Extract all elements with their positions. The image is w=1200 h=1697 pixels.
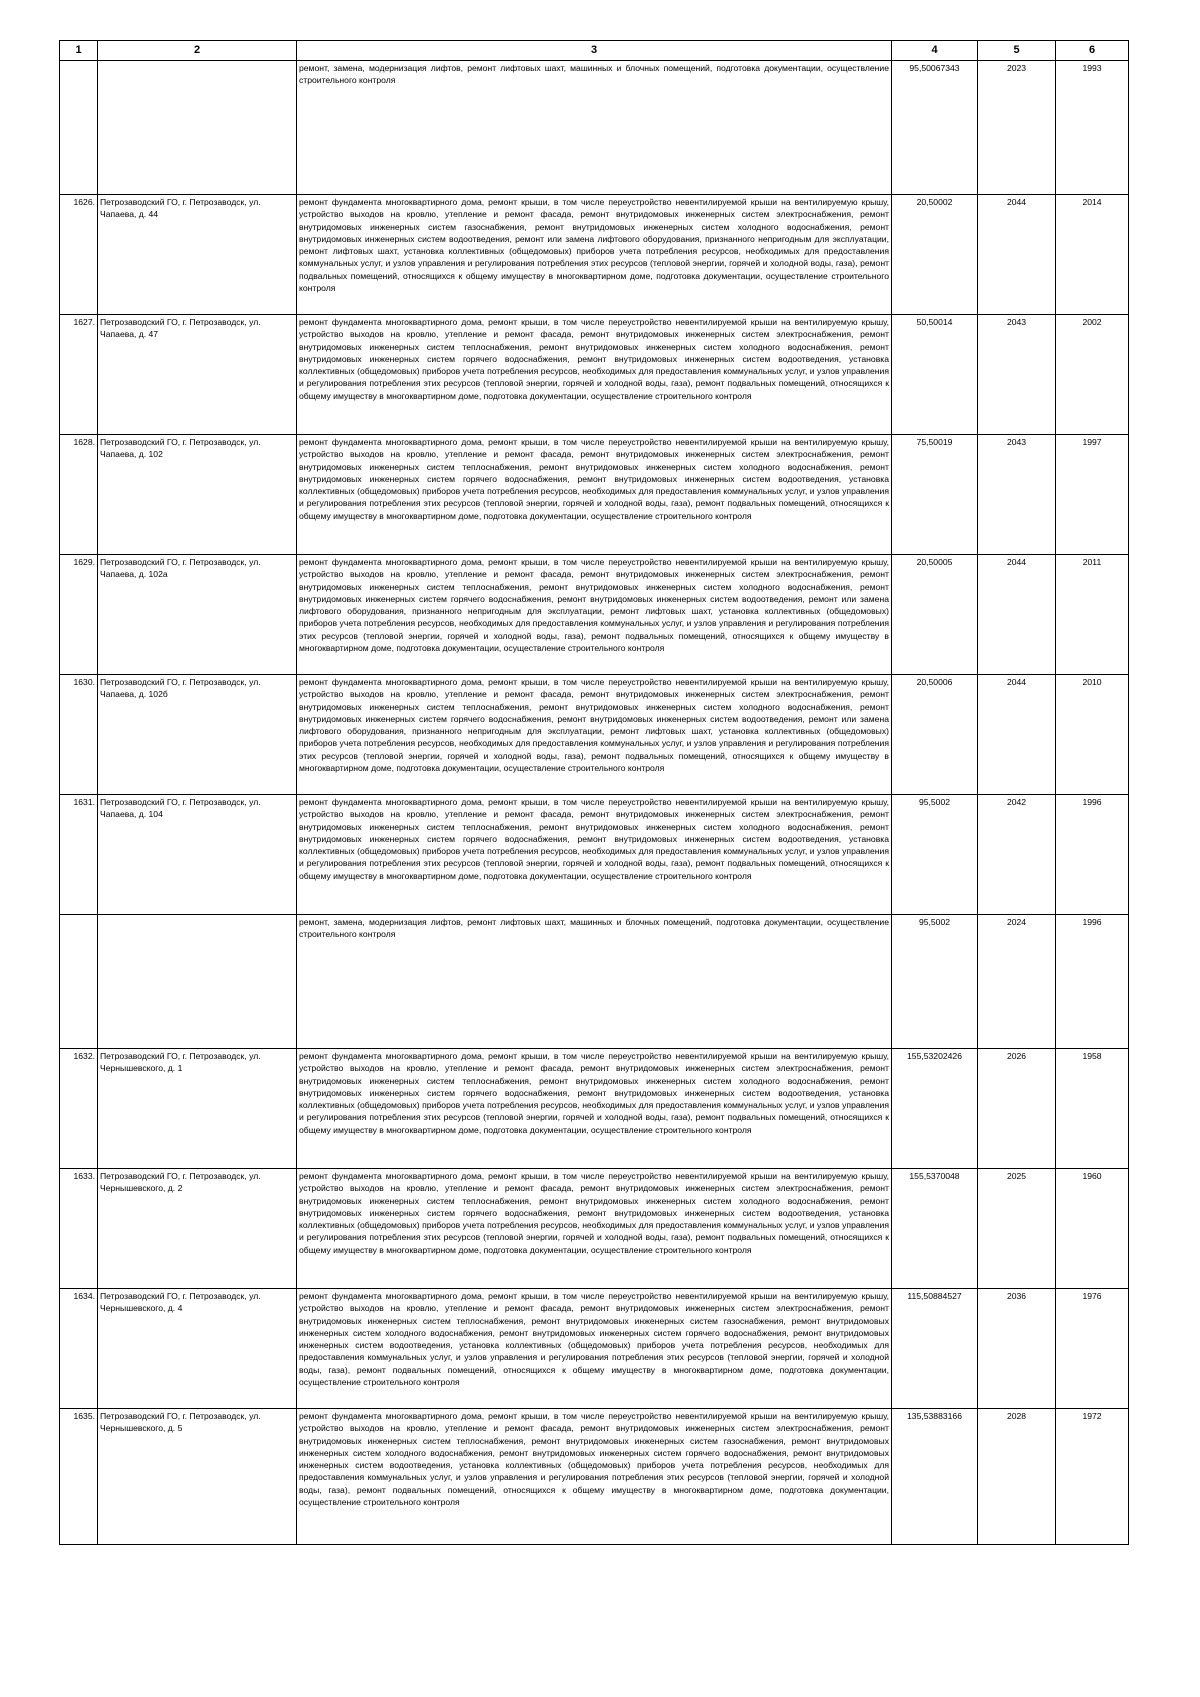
row-address: Петрозаводский ГО, г. Петрозаводск, ул. Чернышевского, д. 1: [98, 1049, 297, 1169]
row-build-year: 1972: [1056, 1409, 1129, 1545]
table-row: [60, 1049, 1129, 1169]
header-col-1: 1: [60, 41, 98, 61]
row-planned-year: 2036: [978, 1289, 1056, 1409]
row-works-description: ремонт фундамента многоквартирного дома, ремонт крыши, в том числе переустройство невентилируемой крыши на вентилируемую крышу, устройство выходов на кровлю, утепление и ремонт фасада, ремонт внутридомовых инженерных систем электроснабжения, ремонт внутридомовых инженерных систем теплоснабжения, ремонт внутридомовых инженерных систем холодного водоснабжения, ремонт внутридомовых инженерных систем горячего водоснабжения, ремонт внутридомовых инженерных систем водоотведения, ремонт или замена лифтового оборудования, признанного непригодным для эксплуатации, ремонт лифтовых шахт, установка коллективных (общедомовых) приборов учета потребления ресурсов, необходимых для предоставления коммунальных услуг, и узлов управления и регулирования потребления этих ресурсов (тепловой энергии, горячей и холодной воды, газа), ремонт подвальных помещений, относящихся к общему имуществу в многоквартирном доме, подготовка документации, осуществление строительного контроля: [297, 675, 892, 795]
row-cost-value: 115,50884527: [892, 1289, 978, 1409]
row-build-year: 2011: [1056, 555, 1129, 675]
row-number: [60, 61, 98, 195]
row-address: [98, 915, 297, 1049]
header-col-6: 6: [1056, 41, 1129, 61]
row-build-year: 1993: [1056, 61, 1129, 195]
row-number: 1635.: [60, 1409, 98, 1545]
row-planned-year: 2042: [978, 795, 1056, 915]
header-col-5: 5: [978, 41, 1056, 61]
header-col-4: 4: [892, 41, 978, 61]
row-number: 1627.: [60, 315, 98, 435]
table-row: [60, 555, 1129, 675]
header-col-2: 2: [98, 41, 297, 61]
row-cost-value: 20,50005: [892, 555, 978, 675]
row-address: Петрозаводский ГО, г. Петрозаводск, ул. Чапаева, д. 104: [98, 795, 297, 915]
row-cost-value: 95,50067343: [892, 61, 978, 195]
row-cost-value: 95,5002: [892, 915, 978, 1049]
row-build-year: 2014: [1056, 195, 1129, 315]
row-works-description: ремонт фундамента многоквартирного дома, ремонт крыши, в том числе переустройство невентилируемой крыши на вентилируемую крышу, устройство выходов на кровлю, утепление и ремонт фасада, ремонт внутридомовых инженерных систем электроснабжения, ремонт внутридомовых инженерных систем теплоснабжения, ремонт внутридомовых инженерных систем холодного водоснабжения, ремонт внутридомовых инженерных систем горячего водоснабжения, ремонт внутридомовых инженерных систем водоотведения, установка коллективных (общедомовых) приборов учета потребления ресурсов, необходимых для предоставления коммунальных услуг, и узлов управления и регулирования потребления этих ресурсов (тепловой энергии, горячей и холодной воды, газа), ремонт подвальных помещений, относящихся к общему имуществу в многоквартирном доме, подготовка документации, осуществление строительного контроля: [297, 795, 892, 915]
table-header: [60, 41, 1129, 61]
row-address: Петрозаводский ГО, г. Петрозаводск, ул. Чапаева, д. 102: [98, 435, 297, 555]
row-works-description: ремонт фундамента многоквартирного дома, ремонт крыши, в том числе переустройство невентилируемой крыши на вентилируемую крышу, устройство выходов на кровлю, утепление и ремонт фасада, ремонт внутридомовых инженерных систем электроснабжения, ремонт внутридомовых инженерных систем теплоснабжения, ремонт внутридомовых инженерных систем холодного водоснабжения, ремонт внутридомовых инженерных систем горячего водоснабжения, ремонт внутридомовых инженерных систем водоотведения, установка коллективных (общедомовых) приборов учета потребления ресурсов, необходимых для предоставления коммунальных услуг, и узлов управления и регулирования потребления этих ресурсов (тепловой энергии, горячей и холодной воды, газа), ремонт подвальных помещений, относящихся к общему имуществу в многоквартирном доме, подготовка документации, осуществление строительного контроля: [297, 1049, 892, 1169]
row-planned-year: 2024: [978, 915, 1056, 1049]
table-row: [60, 675, 1129, 795]
header-col-3: 3: [297, 41, 892, 61]
row-build-year: 2002: [1056, 315, 1129, 435]
row-planned-year: 2043: [978, 315, 1056, 435]
row-works-description: ремонт фундамента многоквартирного дома, ремонт крыши, в том числе переустройство невентилируемой крыши на вентилируемую крышу, устройство выходов на кровлю, утепление и ремонт фасада, ремонт внутридомовых инженерных систем электроснабжения, ремонт внутридомовых инженерных систем теплоснабжения, ремонт внутридомовых инженерных систем холодного водоснабжения, ремонт внутридомовых инженерных систем горячего водоснабжения, ремонт внутридомовых инженерных систем водоотведения, установка коллективных (общедомовых) приборов учета потребления ресурсов, необходимых для предоставления коммунальных услуг, и узлов управления и регулирования потребления этих ресурсов (тепловой энергии, горячей и холодной воды, газа), ремонт подвальных помещений, относящихся к общему имуществу в многоквартирном доме, подготовка документации, осуществление строительного контроля: [297, 435, 892, 555]
row-works-description: ремонт фундамента многоквартирного дома, ремонт крыши, в том числе переустройство невентилируемой крыши на вентилируемую крышу, устройство выходов на кровлю, утепление и ремонт фасада, ремонт внутридомовых инженерных систем электроснабжения, ремонт внутридомовых инженерных систем теплоснабжения, ремонт внутридомовых инженерных систем газоснабжения, ремонт внутридомовых инженерных систем холодного водоснабжения, ремонт внутридомовых инженерных систем горячего водоснабжения, ремонт внутридомовых инженерных систем водоотведения, установка коллективных (общедомовых) приборов учета потребления ресурсов, необходимых для предоставления коммунальных услуг, и узлов управления и регулирования потребления этих ресурсов (тепловой энергии, горячей и холодной воды, газа), ремонт подвальных помещений, относящихся к общему имуществу в многоквартирном доме, подготовка документации, осуществление строительного контроля: [297, 1409, 892, 1545]
row-number: 1630.: [60, 675, 98, 795]
row-works-description: ремонт фундамента многоквартирного дома, ремонт крыши, в том числе переустройство невентилируемой крыши на вентилируемую крышу, устройство выходов на кровлю, утепление и ремонт фасада, ремонт внутридомовых инженерных систем электроснабжения, ремонт внутридомовых инженерных систем теплоснабжения, ремонт внутридомовых инженерных систем холодного водоснабжения, ремонт внутридомовых инженерных систем горячего водоснабжения, ремонт внутридомовых инженерных систем водоотведения, ремонт или замена лифтового оборудования, признанного непригодным для эксплуатации, ремонт лифтовых шахт, установка коллективных (общедомовых) приборов учета потребления ресурсов, необходимых для предоставления коммунальных услуг, и узлов управления и регулирования потребления этих ресурсов (тепловой энергии, горячей и холодной воды, газа), ремонт подвальных помещений, относящихся к общему имуществу в многоквартирном доме, подготовка документации, осуществление строительного контроля: [297, 555, 892, 675]
row-cost-value: 155,53202426: [892, 1049, 978, 1169]
row-number: 1634.: [60, 1289, 98, 1409]
row-address: Петрозаводский ГО, г. Петрозаводск, ул. Чапаева, д. 44: [98, 195, 297, 315]
row-address: Петрозаводский ГО, г. Петрозаводск, ул. Чапаева, д. 102а: [98, 555, 297, 675]
row-planned-year: 2044: [978, 195, 1056, 315]
row-address: Петрозаводский ГО, г. Петрозаводск, ул. Чапаева, д. 47: [98, 315, 297, 435]
row-build-year: 1958: [1056, 1049, 1129, 1169]
table-row: [60, 1169, 1129, 1289]
row-works-description: ремонт фундамента многоквартирного дома, ремонт крыши, в том числе переустройство невентилируемой крыши на вентилируемую крышу, устройство выходов на кровлю, утепление и ремонт фасада, ремонт внутридомовых инженерных систем электроснабжения, ремонт внутридомовых инженерных систем газоснабжения, ремонт внутридомовых инженерных систем холодного водоснабжения, ремонт внутридомовых инженерных систем водоотведения, ремонт или замена лифтового оборудования, признанного непригодным для эксплуатации, ремонт лифтовых шахт, установка коллективных (общедомовых) приборов учета потребления ресурсов, необходимых для предоставления коммунальных услуг, и узлов управления и регулирования потребления этих ресурсов (тепловой энергии, горячей и холодной воды, газа), ремонт подвальных помещений, относящихся к общему имуществу в многоквартирном доме, подготовка документации, осуществление строительного контроля: [297, 195, 892, 315]
row-build-year: 1996: [1056, 915, 1129, 1049]
row-number: 1629.: [60, 555, 98, 675]
table-row: [60, 915, 1129, 1049]
row-number: 1633.: [60, 1169, 98, 1289]
row-planned-year: 2043: [978, 435, 1056, 555]
row-number: 1632.: [60, 1049, 98, 1169]
table-row: [60, 315, 1129, 435]
row-address: Петрозаводский ГО, г. Петрозаводск, ул. Чернышевского, д. 5: [98, 1409, 297, 1545]
row-cost-value: 75,50019: [892, 435, 978, 555]
row-cost-value: 20,50002: [892, 195, 978, 315]
row-address: Петрозаводский ГО, г. Петрозаводск, ул. Чернышевского, д. 2: [98, 1169, 297, 1289]
row-build-year: 1976: [1056, 1289, 1129, 1409]
table-row: [60, 1289, 1129, 1409]
table-row: [60, 195, 1129, 315]
row-cost-value: 155,5370048: [892, 1169, 978, 1289]
row-number: 1631.: [60, 795, 98, 915]
row-works-description: ремонт фундамента многоквартирного дома, ремонт крыши, в том числе переустройство невентилируемой крыши на вентилируемую крышу, устройство выходов на кровлю, утепление и ремонт фасада, ремонт внутридомовых инженерных систем электроснабжения, ремонт внутридомовых инженерных систем теплоснабжения, ремонт внутридомовых инженерных систем холодного водоснабжения, ремонт внутридомовых инженерных систем горячего водоснабжения, ремонт внутридомовых инженерных систем водоотведения, установка коллективных (общедомовых) приборов учета потребления ресурсов, необходимых для предоставления коммунальных услуг, и узлов управления и регулирования потребления этих ресурсов (тепловой энергии, горячей и холодной воды, газа), ремонт подвальных помещений, относящихся к общему имуществу в многоквартирном доме, подготовка документации, осуществление строительного контроля: [297, 315, 892, 435]
row-works-description: ремонт, замена, модернизация лифтов, ремонт лифтовых шахт, машинных и блочных помещений, подготовка документации, осуществление строительного контроля: [297, 915, 892, 1049]
row-cost-value: 95,5002: [892, 795, 978, 915]
row-address: [98, 61, 297, 195]
row-planned-year: 2025: [978, 1169, 1056, 1289]
row-number: [60, 915, 98, 1049]
row-planned-year: 2044: [978, 675, 1056, 795]
table-row: [60, 435, 1129, 555]
row-planned-year: 2028: [978, 1409, 1056, 1545]
table-row: [60, 1409, 1129, 1545]
row-planned-year: 2023: [978, 61, 1056, 195]
row-planned-year: 2044: [978, 555, 1056, 675]
row-build-year: 1960: [1056, 1169, 1129, 1289]
capital-repair-register-table: [59, 40, 1129, 1545]
row-works-description: ремонт фундамента многоквартирного дома, ремонт крыши, в том числе переустройство невентилируемой крыши на вентилируемую крышу, устройство выходов на кровлю, утепление и ремонт фасада, ремонт внутридомовых инженерных систем электроснабжения, ремонт внутридомовых инженерных систем теплоснабжения, ремонт внутридомовых инженерных систем холодного водоснабжения, ремонт внутридомовых инженерных систем горячего водоснабжения, ремонт внутридомовых инженерных систем водоотведения, установка коллективных (общедомовых) приборов учета потребления ресурсов, необходимых для предоставления коммунальных услуг, и узлов управления и регулирования потребления этих ресурсов (тепловой энергии, горячей и холодной воды, газа), ремонт подвальных помещений, относящихся к общему имуществу в многоквартирном доме, подготовка документации, осуществление строительного контроля: [297, 1169, 892, 1289]
row-works-description: ремонт фундамента многоквартирного дома, ремонт крыши, в том числе переустройство невентилируемой крыши на вентилируемую крышу, устройство выходов на кровлю, утепление и ремонт фасада, ремонт внутридомовых инженерных систем электроснабжения, ремонт внутридомовых инженерных систем теплоснабжения, ремонт внутридомовых инженерных систем газоснабжения, ремонт внутридомовых инженерных систем холодного водоснабжения, ремонт внутридомовых инженерных систем горячего водоснабжения, ремонт внутридомовых инженерных систем водоотведения, установка коллективных (общедомовых) приборов учета потребления ресурсов, необходимых для предоставления коммунальных услуг, и узлов управления и регулирования потребления этих ресурсов (тепловой энергии, горячей и холодной воды, газа), ремонт подвальных помещений, относящихся к общему имуществу в многоквартирном доме, подготовка документации, осуществление строительного контроля: [297, 1289, 892, 1409]
table-body: [60, 61, 1129, 1545]
row-number: 1628.: [60, 435, 98, 555]
row-planned-year: 2026: [978, 1049, 1056, 1169]
row-build-year: 1997: [1056, 435, 1129, 555]
row-cost-value: 135,53883166: [892, 1409, 978, 1545]
row-number: 1626.: [60, 195, 98, 315]
row-address: Петрозаводский ГО, г. Петрозаводск, ул. Чапаева, д. 102б: [98, 675, 297, 795]
row-works-description: ремонт, замена, модернизация лифтов, ремонт лифтовых шахт, машинных и блочных помещений, подготовка документации, осуществление строительного контроля: [297, 61, 892, 195]
row-build-year: 1996: [1056, 795, 1129, 915]
row-cost-value: 50,50014: [892, 315, 978, 435]
row-build-year: 2010: [1056, 675, 1129, 795]
table-row: [60, 795, 1129, 915]
table-row: [60, 61, 1129, 195]
header-row: [60, 41, 1129, 61]
row-cost-value: 20,50006: [892, 675, 978, 795]
row-address: Петрозаводский ГО, г. Петрозаводск, ул. Чернышевского, д. 4: [98, 1289, 297, 1409]
